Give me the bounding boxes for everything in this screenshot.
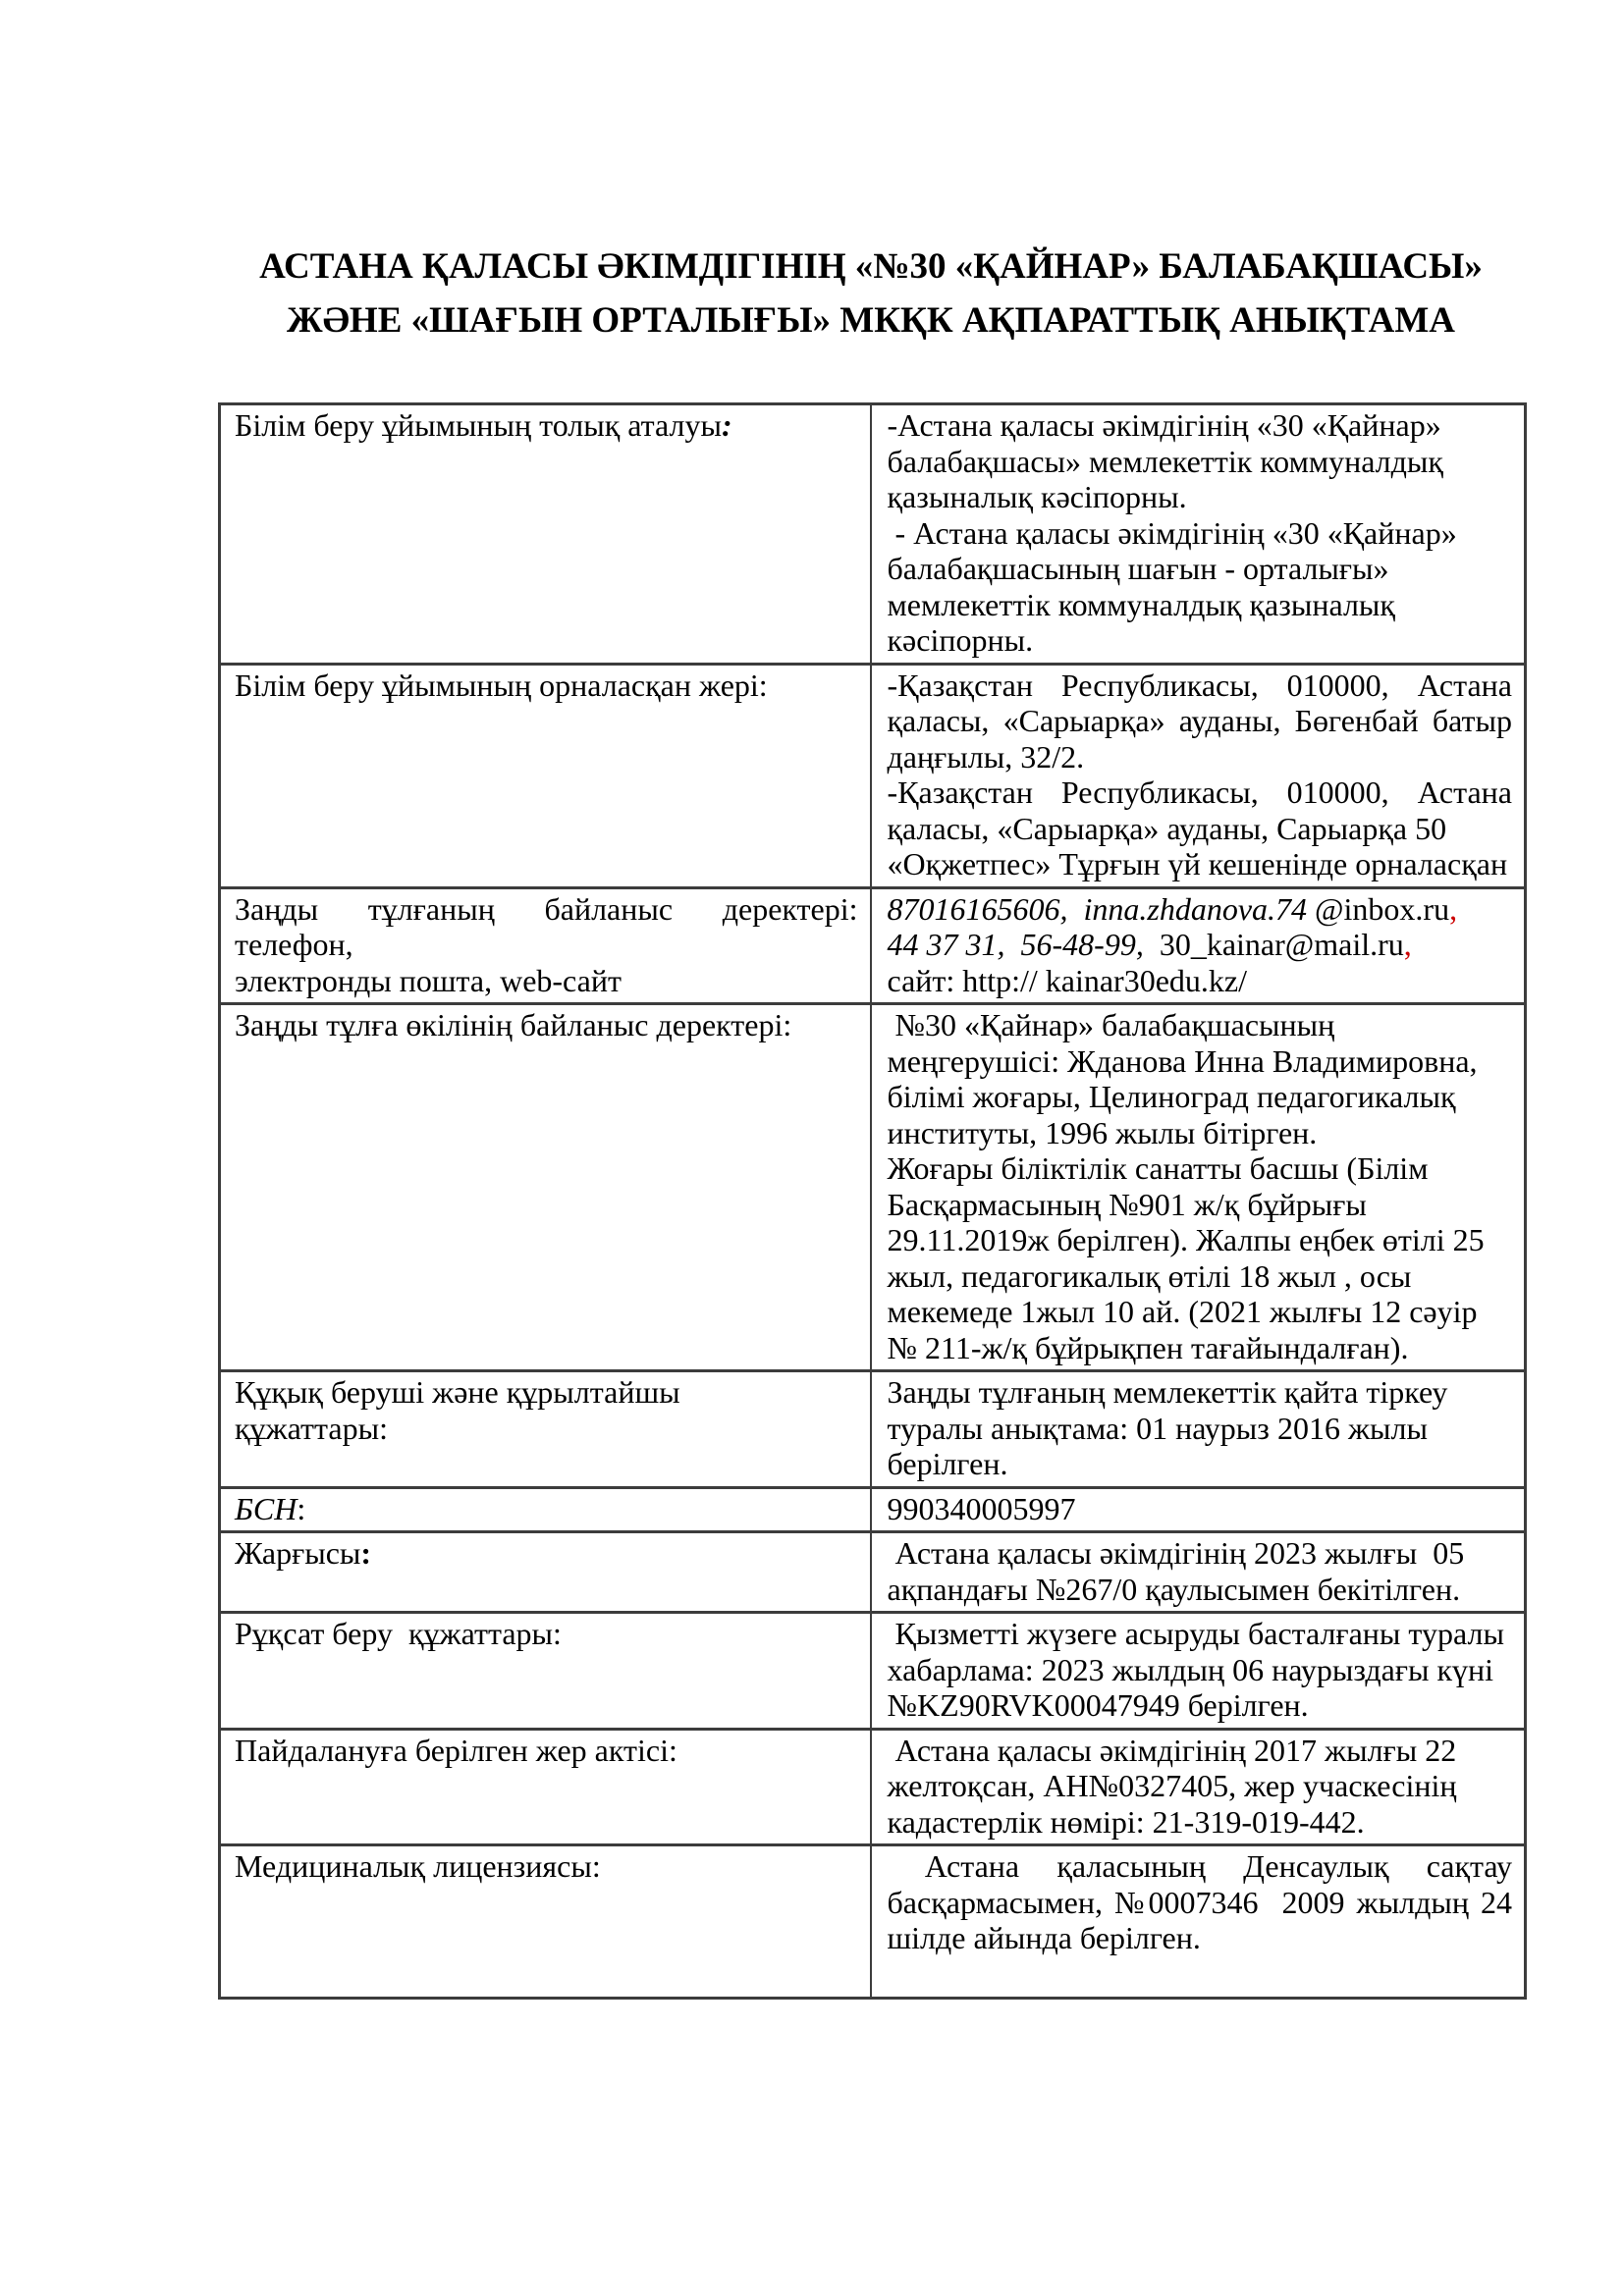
table-cell-label <box>220 1613 871 1730</box>
document-title <box>218 240 1524 347</box>
table-row <box>220 404 1526 665</box>
text-run: : <box>722 407 732 443</box>
paragraph <box>235 667 858 704</box>
table-cell-value <box>871 1487 1526 1532</box>
paragraph <box>888 963 1513 999</box>
table-cell-label <box>220 1845 871 1999</box>
table-cell-label <box>220 887 871 1004</box>
paragraph <box>235 1535 858 1572</box>
paragraph <box>888 1374 1513 1482</box>
paragraph <box>888 1007 1513 1150</box>
table-cell-value <box>871 1532 1526 1613</box>
paragraph <box>888 1848 1513 1956</box>
red-comma-text: , <box>1403 927 1412 962</box>
table-row <box>220 664 1526 887</box>
table-row <box>220 1004 1526 1371</box>
text-run: 990340005997 <box>887 1490 1076 1526</box>
text-run: Заңды тұлғаның мемлекеттік қайта тіркеу туралы анықтама: 01 наурыз 2016 жылы берілген. <box>887 1374 1448 1481</box>
text-run: №30 «Қайнар» балабақшасының меңгерушісі: Жданова Инна Владимировна, білімі жоғары, Целиноград педагогикалық институты, 1996 жылы бітірген. <box>887 1007 1478 1150</box>
text-run: құжаттары: <box>235 1410 388 1446</box>
text-run: -Астана қаласы әкімдігінің «30 «Қайнар» балабақшасы» мемлекеттік коммуналдық қазыналық кәсіпорны. <box>887 407 1443 514</box>
table-cell-value <box>871 404 1526 665</box>
title-line-2: ЖӘНЕ «ШАҒЫН ОРТАЛЫҒЫ» МКҚК АҚПАРАТТЫҚ АНЫҚТАМА <box>287 300 1455 341</box>
table-cell-label <box>220 1371 871 1488</box>
text-run: Қызметті жүзеге асыруды басталғаны туралы хабарлама: 2023 жылдың 06 наурыздағы күні №KZ90RVK00047949 берілген. <box>887 1616 1504 1723</box>
table-cell-value <box>871 1371 1526 1488</box>
text-run: Жарғысы <box>235 1535 361 1571</box>
table-cell-label <box>220 1532 871 1613</box>
text-run: 44 37 31, 56-48-99, <box>887 927 1160 962</box>
paragraph <box>235 1848 858 1885</box>
text-run: Білім беру ұйымының орналасқан жері: <box>235 667 768 703</box>
text-run: - Астана қаласы әкімдігінің «30 «Қайнар» балабақшасының шағын - орталығы» мемлекеттік коммуналдық қазыналық кәсіпорны. <box>887 514 1457 658</box>
text-run: Астана қаласының Денсаулық сақтау басқармасымен, №0007346 2009 жылдың 24 шілде айында берілген. <box>887 1848 1512 1955</box>
text-run: Рұқсат беру құжаттары: <box>235 1616 562 1651</box>
table-cell-value <box>871 1004 1526 1371</box>
paragraph <box>888 1733 1513 1841</box>
text-run: Жоғары біліктілік санатты басшы (Білім Басқармасының №901 ж/қ бұйрығы 29.11.2019ж берілген). Жалпы еңбек өтілі 25 жыл, педагогикалық өтілі 18 жыл , осы мекемеде 1жыл 10 ай. (2021 жылғы 12 сәуір № 211-ж/қ бұйрықпен тағайындалған). <box>887 1150 1485 1365</box>
table-row <box>220 1729 1526 1845</box>
paragraph <box>235 1616 858 1652</box>
text-run: Астана қаласы әкімдігінің 2017 жылғы 22 желтоқсан, АН№0327405, жер учаскесінің кадастерлік нөмірі: 21-319-019-442. <box>887 1732 1457 1840</box>
paragraph <box>235 1374 858 1411</box>
paragraph <box>235 1411 858 1447</box>
paragraph <box>888 891 1513 928</box>
table-cell-label <box>220 664 871 887</box>
paragraph <box>888 515 1513 659</box>
table-cell-value <box>871 1729 1526 1845</box>
document-content <box>218 240 1524 2000</box>
paragraph <box>888 846 1513 882</box>
text-run: Құқық беруші және құрылтайшы <box>235 1374 680 1410</box>
text-run: 87016165606, inna.zhdanova.74 <box>887 890 1316 927</box>
table-cell-value <box>871 887 1526 1004</box>
info-table-body <box>220 404 1526 1999</box>
paragraph <box>888 1616 1513 1724</box>
red-comma-text: , <box>1449 890 1458 927</box>
paragraph <box>888 1535 1513 1607</box>
text-run: @inbox.ru <box>1315 890 1450 927</box>
text-run: электронды пошта, web-сайт <box>235 962 622 998</box>
paragraph <box>235 963 858 999</box>
table-cell-label <box>220 1487 871 1532</box>
table-row <box>220 1845 1526 1999</box>
info-table <box>218 402 1527 2000</box>
table-row <box>220 1532 1526 1613</box>
table-row <box>220 1613 1526 1730</box>
table-cell-label <box>220 404 871 665</box>
paragraph <box>235 891 858 963</box>
text-run: БСН <box>235 1490 298 1526</box>
text-run: : <box>297 1490 306 1526</box>
paragraph <box>888 1491 1513 1527</box>
paragraph <box>235 1007 858 1043</box>
paragraph <box>235 1491 858 1527</box>
table-row <box>220 1371 1526 1488</box>
text-run: -Қазақстан Республикасы, 010000, Астана қаласы, «Сарыарқа» ауданы, Бөгенбай батыр даңғылы, 32/2. <box>887 667 1512 774</box>
text-run: Медициналық лицензиясы: <box>235 1848 601 1884</box>
text-run: Астана қаласы әкімдігінің 2023 жылғы 05 ақпандағы №267/0 қаулысымен бекітілген. <box>887 1535 1465 1607</box>
title-line-1: АСТАНА ҚАЛАСЫ ӘКІМДІГІНІҢ «№30 «ҚАЙНАР» БАЛАБАҚШАСЫ» <box>259 246 1483 287</box>
paragraph <box>888 1150 1513 1365</box>
text-run: : <box>360 1535 372 1571</box>
paragraph <box>888 407 1513 515</box>
paragraph <box>888 927 1513 963</box>
paragraph <box>235 1733 858 1769</box>
text-run: Білім беру ұйымының толық аталуы <box>235 407 722 443</box>
text-run: 30_kainar@mail.ru <box>1159 927 1404 962</box>
table-row <box>220 887 1526 1004</box>
paragraph <box>888 774 1513 846</box>
table-cell-label <box>220 1004 871 1371</box>
table-row <box>220 1487 1526 1532</box>
paragraph <box>888 667 1513 775</box>
text-run: «Оқжетпес» Тұрғын үй кешенінде орналасқан <box>887 846 1508 881</box>
table-cell-value <box>871 1845 1526 1999</box>
table-cell-value <box>871 1613 1526 1730</box>
table-cell-value <box>871 664 1526 887</box>
text-run: Пайдалануға берілген жер актісі: <box>235 1732 677 1768</box>
text-run: Заңды тұлғаның байланыс деректері: телефон, <box>235 890 858 962</box>
paragraph <box>235 407 858 444</box>
text-run: Заңды тұлға өкілінің байланыс деректері: <box>235 1007 792 1042</box>
table-cell-label <box>220 1729 871 1845</box>
text-run: сайт: http:// kainar30edu.kz/ <box>887 962 1247 998</box>
text-run: -Қазақстан Республикасы, 010000, Астана қаласы, «Сарыарқа» ауданы, Сарыарқа 50 <box>887 774 1512 846</box>
